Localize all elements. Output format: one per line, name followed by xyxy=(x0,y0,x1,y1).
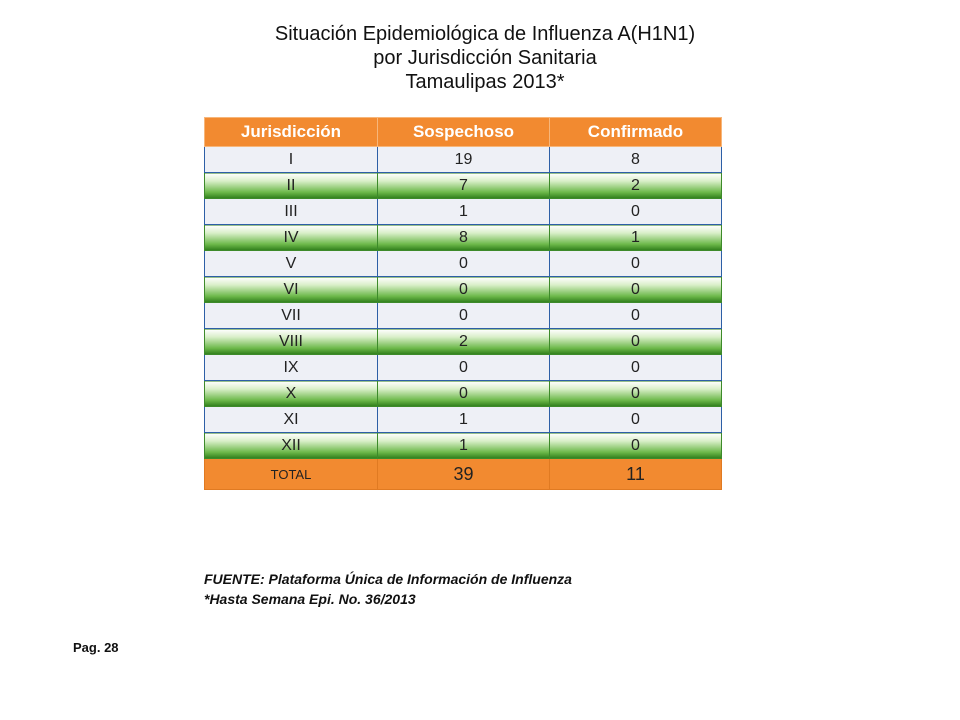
cell-jurisdiccion: XII xyxy=(205,433,378,459)
cell-confirmado: 0 xyxy=(550,329,722,355)
cell-sospechoso: 1 xyxy=(378,433,550,459)
title-line-3: Tamaulipas 2013* xyxy=(405,71,565,93)
title-line-1: Situación Epidemiológica de Influenza A(H1N1) xyxy=(274,23,696,45)
cell-confirmado: 2 xyxy=(550,173,722,199)
total-sospechoso: 39 xyxy=(378,459,550,490)
cell-confirmado: 0 xyxy=(550,277,722,303)
cell-jurisdiccion: V xyxy=(205,251,378,277)
cell-jurisdiccion: XI xyxy=(205,407,378,433)
header-confirmado: Confirmado xyxy=(550,118,722,147)
total-label: TOTAL xyxy=(205,459,378,490)
cell-jurisdiccion: VI xyxy=(205,277,378,303)
cell-confirmado: 8 xyxy=(550,147,722,173)
cell-confirmado: 0 xyxy=(550,381,722,407)
cell-sospechoso: 2 xyxy=(378,329,550,355)
footnote xyxy=(204,569,572,609)
cell-jurisdiccion: IV xyxy=(205,225,378,251)
cell-jurisdiccion: III xyxy=(205,199,378,225)
cell-confirmado: 0 xyxy=(550,303,722,329)
table-row xyxy=(205,407,722,433)
table-row xyxy=(205,147,722,173)
cell-jurisdiccion: IX xyxy=(205,355,378,381)
cell-sospechoso: 0 xyxy=(378,355,550,381)
cell-sospechoso: 7 xyxy=(378,173,550,199)
cell-confirmado: 0 xyxy=(550,355,722,381)
total-confirmado: 11 xyxy=(550,459,722,490)
footnote-source: FUENTE: Plataforma Única de Información de Influenza xyxy=(204,571,572,587)
table-row xyxy=(205,381,722,407)
header-jurisdiccion: Jurisdicción xyxy=(205,118,378,147)
footnote-note: *Hasta Semana Epi. No. 36/2013 xyxy=(204,591,416,607)
table-row xyxy=(205,277,722,303)
cell-confirmado: 0 xyxy=(550,407,722,433)
cell-sospechoso: 0 xyxy=(378,381,550,407)
cell-sospechoso: 19 xyxy=(378,147,550,173)
cell-jurisdiccion: VII xyxy=(205,303,378,329)
cell-sospechoso: 8 xyxy=(378,225,550,251)
cell-confirmado: 1 xyxy=(550,225,722,251)
cell-jurisdiccion: VIII xyxy=(205,329,378,355)
table-total-row xyxy=(205,459,722,490)
header-sospechoso: Sospechoso xyxy=(378,118,550,147)
table-row xyxy=(205,329,722,355)
cell-confirmado: 0 xyxy=(550,433,722,459)
cell-confirmado: 0 xyxy=(550,251,722,277)
table-row xyxy=(205,199,722,225)
table-row xyxy=(205,173,722,199)
cell-sospechoso: 1 xyxy=(378,199,550,225)
cell-sospechoso: 0 xyxy=(378,303,550,329)
page-number: Pag. 28 xyxy=(73,640,119,655)
table-row xyxy=(205,303,722,329)
table-row xyxy=(205,355,722,381)
cell-sospechoso: 0 xyxy=(378,251,550,277)
cell-jurisdiccion: X xyxy=(205,381,378,407)
table-row xyxy=(205,433,722,459)
cell-jurisdiccion: II xyxy=(205,173,378,199)
cell-confirmado: 0 xyxy=(550,199,722,225)
jurisdiction-table xyxy=(204,117,722,490)
cell-sospechoso: 0 xyxy=(378,277,550,303)
table-row xyxy=(205,251,722,277)
page-title xyxy=(190,22,780,94)
cell-sospechoso: 1 xyxy=(378,407,550,433)
table-row xyxy=(205,225,722,251)
cell-jurisdiccion: I xyxy=(205,147,378,173)
title-line-2: por Jurisdicción Sanitaria xyxy=(373,47,597,69)
table-header-row xyxy=(205,118,722,147)
